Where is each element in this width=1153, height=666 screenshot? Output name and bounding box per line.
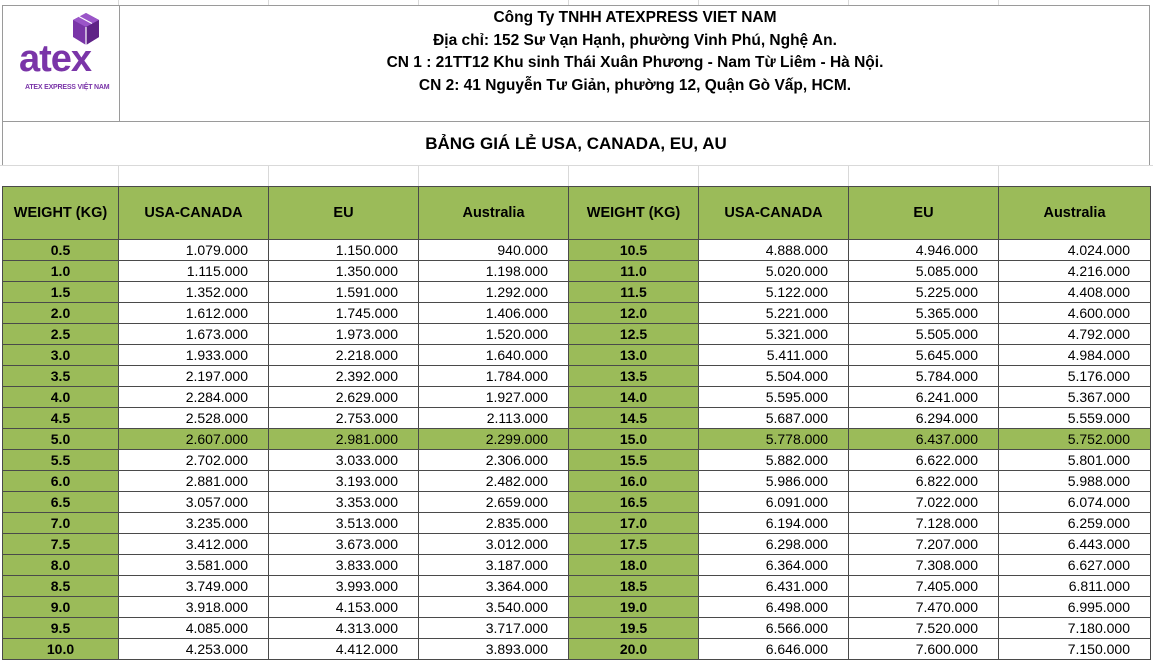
cell-eu: 2.981.000 — [269, 429, 419, 450]
table-body — [3, 240, 1151, 660]
col-header-australia: Australia — [419, 187, 569, 240]
cell-australia: 2.299.000 — [419, 429, 569, 450]
col-header-weight: WEIGHT (KG) — [3, 187, 119, 240]
cell-australia: 2.482.000 — [419, 471, 569, 492]
cell-australia: 3.012.000 — [419, 534, 569, 555]
cell-eu: 1.745.000 — [269, 303, 419, 324]
cell-weight: 5.0 — [3, 429, 119, 450]
cell-usa-canada: 3.749.000 — [119, 576, 269, 597]
cell-eu: 5.505.000 — [849, 324, 999, 345]
cell-eu: 5.645.000 — [849, 345, 999, 366]
cell-weight: 16.0 — [569, 471, 699, 492]
table-title: BẢNG GIÁ LẺ USA, CANADA, EU, AU — [425, 134, 727, 153]
cell-eu: 3.513.000 — [269, 513, 419, 534]
cell-eu: 7.470.000 — [849, 597, 999, 618]
cell-usa-canada: 5.504.000 — [699, 366, 849, 387]
cell-usa-canada: 1.673.000 — [119, 324, 269, 345]
table-row — [3, 408, 1151, 429]
cell-eu: 1.591.000 — [269, 282, 419, 303]
cell-eu: 7.207.000 — [849, 534, 999, 555]
cell-weight: 12.5 — [569, 324, 699, 345]
cell-usa-canada: 1.612.000 — [119, 303, 269, 324]
cell-weight: 17.0 — [569, 513, 699, 534]
cell-weight: 8.0 — [3, 555, 119, 576]
cell-weight: 3.5 — [3, 366, 119, 387]
cell-eu: 4.412.000 — [269, 639, 419, 660]
cell-usa-canada: 5.595.000 — [699, 387, 849, 408]
table-row — [3, 240, 1151, 261]
cell-usa-canada: 5.986.000 — [699, 471, 849, 492]
cell-australia: 1.640.000 — [419, 345, 569, 366]
table-row — [3, 387, 1151, 408]
cell-weight: 6.0 — [3, 471, 119, 492]
cell-australia: 6.074.000 — [999, 492, 1151, 513]
company-branch-1: CN 1 : 21TT12 Khu sinh Thái Xuân Phương - Nam Từ Liêm - Hà Nội. — [386, 54, 884, 71]
cell-eu: 6.822.000 — [849, 471, 999, 492]
company-name: Công Ty TNHH ATEXPRESS VIET NAM — [493, 9, 777, 26]
cell-eu: 1.150.000 — [269, 240, 419, 261]
cell-weight: 11.0 — [569, 261, 699, 282]
cell-australia: 3.540.000 — [419, 597, 569, 618]
cell-usa-canada: 6.364.000 — [699, 555, 849, 576]
cell-australia: 4.024.000 — [999, 240, 1151, 261]
table-header-row — [3, 187, 1151, 240]
cell-australia: 3.893.000 — [419, 639, 569, 660]
cell-weight: 2.5 — [3, 324, 119, 345]
company-header — [2, 5, 1150, 122]
cell-australia: 5.801.000 — [999, 450, 1151, 471]
cell-australia: 7.180.000 — [999, 618, 1151, 639]
cell-usa-canada: 3.412.000 — [119, 534, 269, 555]
cell-weight: 0.5 — [3, 240, 119, 261]
cell-eu: 4.313.000 — [269, 618, 419, 639]
cell-eu: 5.365.000 — [849, 303, 999, 324]
cell-weight: 13.5 — [569, 366, 699, 387]
cell-usa-canada: 1.079.000 — [119, 240, 269, 261]
cell-weight: 19.5 — [569, 618, 699, 639]
cell-eu: 3.193.000 — [269, 471, 419, 492]
cell-usa-canada: 2.528.000 — [119, 408, 269, 429]
cell-usa-canada: 6.298.000 — [699, 534, 849, 555]
cell-usa-canada: 5.122.000 — [699, 282, 849, 303]
cell-weight: 13.0 — [569, 345, 699, 366]
cell-eu: 1.350.000 — [269, 261, 419, 282]
col-header-australia: Australia — [999, 187, 1151, 240]
table-row — [3, 282, 1151, 303]
cell-eu: 2.753.000 — [269, 408, 419, 429]
cell-weight: 9.5 — [3, 618, 119, 639]
col-header-usa-canada: USA-CANADA — [699, 187, 849, 240]
cell-weight: 15.5 — [569, 450, 699, 471]
cell-eu: 3.993.000 — [269, 576, 419, 597]
cell-weight: 7.0 — [3, 513, 119, 534]
cell-eu: 2.218.000 — [269, 345, 419, 366]
cell-usa-canada: 6.498.000 — [699, 597, 849, 618]
cell-usa-canada: 6.431.000 — [699, 576, 849, 597]
cell-eu: 5.085.000 — [849, 261, 999, 282]
cell-usa-canada: 2.284.000 — [119, 387, 269, 408]
cell-australia: 4.984.000 — [999, 345, 1151, 366]
cell-eu: 7.405.000 — [849, 576, 999, 597]
cell-weight: 1.5 — [3, 282, 119, 303]
cell-weight: 18.5 — [569, 576, 699, 597]
cell-usa-canada: 1.933.000 — [119, 345, 269, 366]
cell-australia: 2.306.000 — [419, 450, 569, 471]
cell-australia: 2.835.000 — [419, 513, 569, 534]
logo-wordmark: atex — [19, 38, 92, 80]
company-branch-2: CN 2: 41 Nguyễn Tư Giản, phường 12, Quận Gò Vấp, HCM. — [418, 76, 852, 94]
cell-eu: 6.241.000 — [849, 387, 999, 408]
cell-eu: 3.353.000 — [269, 492, 419, 513]
cell-usa-canada: 3.235.000 — [119, 513, 269, 534]
cell-weight: 7.5 — [3, 534, 119, 555]
table-row — [3, 618, 1151, 639]
cell-eu: 5.225.000 — [849, 282, 999, 303]
cell-weight: 2.0 — [3, 303, 119, 324]
table-row — [3, 576, 1151, 597]
cell-usa-canada: 5.221.000 — [699, 303, 849, 324]
cell-eu: 6.622.000 — [849, 450, 999, 471]
cell-eu: 4.946.000 — [849, 240, 999, 261]
cell-australia: 5.988.000 — [999, 471, 1151, 492]
cell-usa-canada: 2.881.000 — [119, 471, 269, 492]
cell-australia: 3.187.000 — [419, 555, 569, 576]
cell-eu: 7.600.000 — [849, 639, 999, 660]
cell-eu: 7.308.000 — [849, 555, 999, 576]
table-row — [3, 513, 1151, 534]
cell-australia: 1.406.000 — [419, 303, 569, 324]
cell-weight: 1.0 — [3, 261, 119, 282]
cell-australia: 6.627.000 — [999, 555, 1151, 576]
cell-weight: 12.0 — [569, 303, 699, 324]
cell-eu: 6.294.000 — [849, 408, 999, 429]
col-header-eu: EU — [849, 187, 999, 240]
cell-usa-canada: 3.057.000 — [119, 492, 269, 513]
cell-australia: 5.752.000 — [999, 429, 1151, 450]
cell-weight: 6.5 — [3, 492, 119, 513]
cell-eu: 4.153.000 — [269, 597, 419, 618]
cell-eu: 3.033.000 — [269, 450, 419, 471]
cell-usa-canada: 3.581.000 — [119, 555, 269, 576]
cell-eu: 5.784.000 — [849, 366, 999, 387]
col-header-weight: WEIGHT (KG) — [569, 187, 699, 240]
cell-usa-canada: 5.687.000 — [699, 408, 849, 429]
table-row — [3, 534, 1151, 555]
cell-eu: 6.437.000 — [849, 429, 999, 450]
cell-weight: 3.0 — [3, 345, 119, 366]
table-title-row — [2, 122, 1150, 165]
cell-australia: 2.659.000 — [419, 492, 569, 513]
cell-australia: 6.259.000 — [999, 513, 1151, 534]
table-row — [3, 471, 1151, 492]
cell-weight: 14.5 — [569, 408, 699, 429]
cell-eu: 2.392.000 — [269, 366, 419, 387]
cell-australia: 6.443.000 — [999, 534, 1151, 555]
cell-usa-canada: 6.194.000 — [699, 513, 849, 534]
cell-australia: 1.927.000 — [419, 387, 569, 408]
cell-australia: 6.811.000 — [999, 576, 1151, 597]
cell-usa-canada: 5.882.000 — [699, 450, 849, 471]
cell-usa-canada: 5.321.000 — [699, 324, 849, 345]
table-row — [3, 324, 1151, 345]
cell-eu: 2.629.000 — [269, 387, 419, 408]
cell-usa-canada: 5.411.000 — [699, 345, 849, 366]
logo — [3, 6, 120, 121]
table-row — [3, 639, 1151, 660]
cell-australia: 4.792.000 — [999, 324, 1151, 345]
cell-eu: 1.973.000 — [269, 324, 419, 345]
cell-australia: 3.364.000 — [419, 576, 569, 597]
price-table — [2, 186, 1151, 660]
table-row — [3, 555, 1151, 576]
cell-eu: 3.673.000 — [269, 534, 419, 555]
cell-weight: 11.5 — [569, 282, 699, 303]
cell-australia: 5.367.000 — [999, 387, 1151, 408]
cell-usa-canada: 4.253.000 — [119, 639, 269, 660]
cell-weight: 10.0 — [3, 639, 119, 660]
cell-australia: 6.995.000 — [999, 597, 1151, 618]
table-row — [3, 429, 1151, 450]
cell-usa-canada: 2.607.000 — [119, 429, 269, 450]
cell-weight: 10.5 — [569, 240, 699, 261]
cell-weight: 14.0 — [569, 387, 699, 408]
cell-australia: 2.113.000 — [419, 408, 569, 429]
cell-usa-canada: 2.702.000 — [119, 450, 269, 471]
company-address: Địa chỉ: 152 Sư Vạn Hạnh, phường Vinh Phú, Nghệ An. — [433, 31, 837, 49]
table-row — [3, 345, 1151, 366]
table-row — [3, 366, 1151, 387]
cell-usa-canada: 5.778.000 — [699, 429, 849, 450]
cell-weight: 9.0 — [3, 597, 119, 618]
table-row — [3, 597, 1151, 618]
cell-weight: 19.0 — [569, 597, 699, 618]
cell-weight: 5.5 — [3, 450, 119, 471]
cell-australia: 940.000 — [419, 240, 569, 261]
cell-usa-canada: 6.646.000 — [699, 639, 849, 660]
cell-australia: 7.150.000 — [999, 639, 1151, 660]
cell-weight: 18.0 — [569, 555, 699, 576]
cell-australia: 4.408.000 — [999, 282, 1151, 303]
cell-australia: 1.784.000 — [419, 366, 569, 387]
cell-weight: 16.5 — [569, 492, 699, 513]
cell-usa-canada: 6.091.000 — [699, 492, 849, 513]
cell-australia: 5.176.000 — [999, 366, 1151, 387]
table-row — [3, 492, 1151, 513]
cell-eu: 7.128.000 — [849, 513, 999, 534]
table-row — [3, 303, 1151, 324]
col-header-usa-canada: USA-CANADA — [119, 187, 269, 240]
cell-weight: 4.5 — [3, 408, 119, 429]
col-header-eu: EU — [269, 187, 419, 240]
cell-australia: 4.216.000 — [999, 261, 1151, 282]
cell-usa-canada: 1.115.000 — [119, 261, 269, 282]
cell-australia: 3.717.000 — [419, 618, 569, 639]
cell-australia: 4.600.000 — [999, 303, 1151, 324]
cell-weight: 8.5 — [3, 576, 119, 597]
cell-weight: 20.0 — [569, 639, 699, 660]
table-row — [3, 450, 1151, 471]
cell-australia: 1.520.000 — [419, 324, 569, 345]
cell-eu: 3.833.000 — [269, 555, 419, 576]
cell-usa-canada: 4.888.000 — [699, 240, 849, 261]
cell-usa-canada: 4.085.000 — [119, 618, 269, 639]
cell-eu: 7.022.000 — [849, 492, 999, 513]
table-row — [3, 261, 1151, 282]
cell-usa-canada: 6.566.000 — [699, 618, 849, 639]
cell-australia: 1.198.000 — [419, 261, 569, 282]
cell-usa-canada: 1.352.000 — [119, 282, 269, 303]
cell-weight: 17.5 — [569, 534, 699, 555]
cell-usa-canada: 3.918.000 — [119, 597, 269, 618]
cell-australia: 5.559.000 — [999, 408, 1151, 429]
logo-tagline: ATEX EXPRESS VIỆT NAM — [25, 84, 110, 91]
cell-usa-canada: 5.020.000 — [699, 261, 849, 282]
cell-usa-canada: 2.197.000 — [119, 366, 269, 387]
cell-weight: 15.0 — [569, 429, 699, 450]
cell-weight: 4.0 — [3, 387, 119, 408]
company-info — [119, 6, 1151, 97]
cell-eu: 7.520.000 — [849, 618, 999, 639]
cell-australia: 1.292.000 — [419, 282, 569, 303]
